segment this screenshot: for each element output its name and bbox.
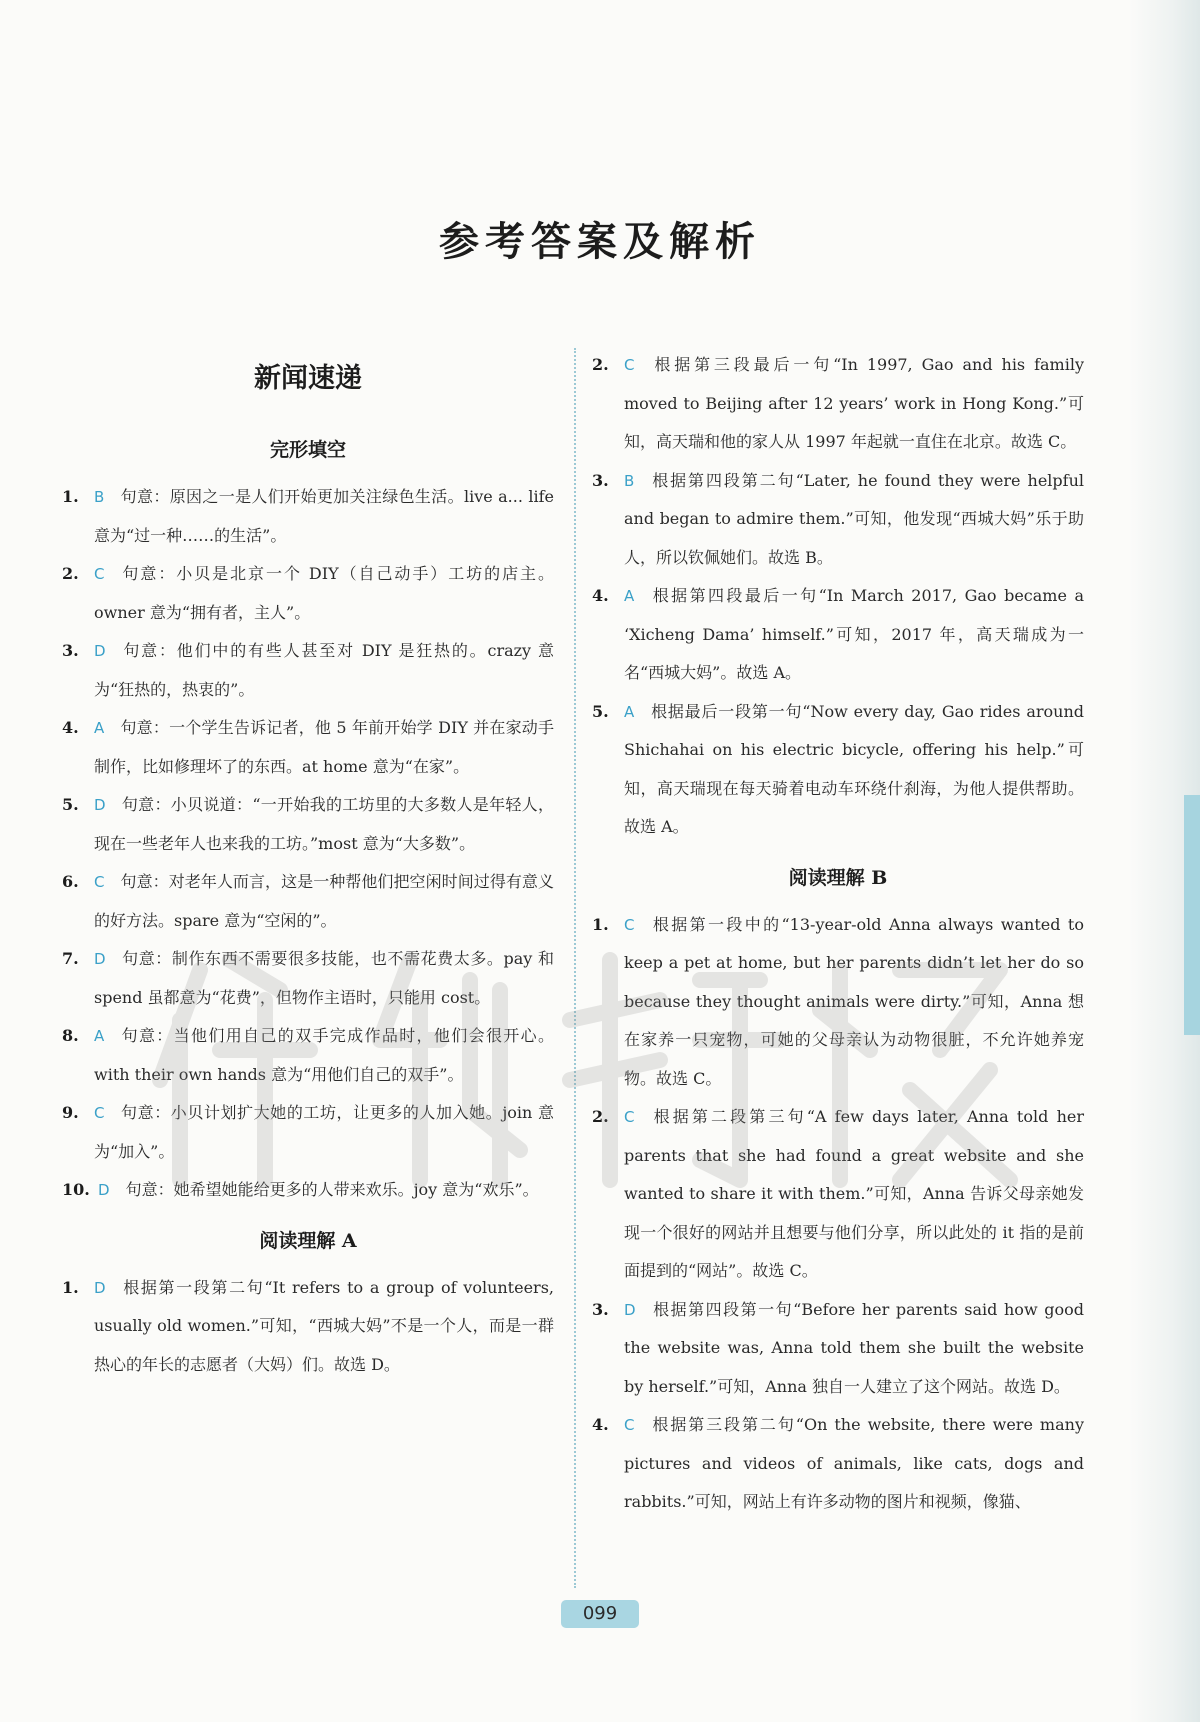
answer-letter: A [624, 587, 635, 605]
page-number: 099 [561, 1600, 639, 1628]
item-number: 1. [62, 487, 79, 506]
answer-letter: D [94, 796, 106, 814]
explanation-text: 根据第一段中的“13-year-old Anna always wanted to keep a pet at home, but her parents didn’t let her do so because they thought animals were dirty.”可知，Anna 想在家养一只宠物，可她的父母亲认为动物很脏，不允许她养宠物。故选 C。 [624, 914, 1084, 1088]
explanation-text: 根据第二段第三句“A few days later, Anna told her parents that she had found a great website and she wanted to share it with them.”可知，Anna 告诉父母亲她发现一个很好的网站并且想要与他们分享，所以此处的 it 指的是前面提到的“网站”。故选 C。 [624, 1107, 1084, 1280]
item-number: 3. [592, 470, 609, 490]
answer-letter: D [94, 1278, 106, 1297]
answer-letter: C [624, 915, 635, 934]
item-number: 2. [62, 564, 79, 583]
explanation-text: 句意：她希望她能给更多的人带来欢乐。joy 意为“欢乐”。 [125, 1180, 539, 1199]
explanation-text: 句意：对老年人而言，这是一种帮他们把空闲时间过得有意义的好方法。spare 意为“空闲的”。 [94, 872, 554, 930]
item-number: 10. [62, 1180, 90, 1199]
explanation-text: 句意：小贝计划扩大她的工坊，让更多的人加入她。join 意为“加入”。 [94, 1103, 554, 1161]
answer-letter: C [94, 873, 105, 891]
watermark-graphic [140, 850, 1040, 1210]
cloze-item [62, 555, 554, 632]
item-number: 4. [62, 718, 79, 737]
explanation-text: 根据最后一段第一句“Now every day, Gao rides around Shichahai on his electric bicycle, offering his help.”可知，高天瑞现在每天骑着电动车环绕什刹海，为他人提供帮助。故选 A。 [624, 701, 1084, 836]
reading-b-item [592, 1291, 1084, 1407]
item-number: 4. [592, 1415, 609, 1434]
explanation-text: 句意：当他们用自己的双手完成作品时，他们会很开心。with their own hands 意为“用他们自己的双手”。 [94, 1026, 554, 1084]
reading-b-title: 阅读理解 B [788, 866, 888, 889]
reading-a-item [592, 346, 1084, 462]
item-number: 5. [592, 701, 609, 721]
item-number: 6. [62, 872, 79, 891]
answer-letter: B [94, 488, 105, 506]
explanation-text: 句意：制作东西不需要很多技能，也不需花费太多。pay 和 spend 虽都意为“花费”，但物作主语时，只能用 cost。 [94, 949, 554, 1007]
answer-letter: B [624, 471, 635, 490]
cloze-item [62, 478, 554, 555]
item-number: 1. [592, 914, 609, 934]
answer-letter: C [624, 356, 635, 374]
cloze-item [62, 709, 554, 786]
reading-b-item [592, 1406, 1084, 1522]
answer-letter: C [94, 565, 105, 583]
explanation-text: 句意：一个学生告诉记者，他 5 年前开始学 DIY 并在家动手制作，比如修理坏了的东西。at home 意为“在家”。 [94, 718, 554, 776]
reading-a-item [592, 693, 1084, 847]
answer-letter: C [94, 1104, 105, 1122]
item-number: 3. [592, 1299, 609, 1319]
answer-letter: D [624, 1300, 636, 1319]
reading-a-item [592, 577, 1084, 693]
explanation-text: 根据第三段最后一句“In 1997, Gao and his family moved to Beijing after 12 years’ work in Hong Kong.”可知，高天瑞和他的家人从 1997 年起就一直住在北京。故选 C。 [624, 355, 1084, 451]
reading-a-item [62, 1269, 554, 1385]
item-number: 5. [62, 795, 79, 814]
answer-letter: C [624, 1416, 635, 1434]
explanation-text: 句意：原因之一是人们开始更加关注绿色生活。live a... life 意为“过一种……的生活”。 [94, 487, 554, 545]
answer-letter: A [94, 719, 105, 737]
explanation-text: 根据第四段第二句“Later, he found they were helpful and began to admire them.”可知，他发现“西城大妈”乐于助人，所以钦佩她们。故选 B。 [624, 470, 1084, 567]
item-number: 1. [62, 1277, 79, 1297]
explanation-text: 根据第一段第二句“It refers to a group of volunteers, usually old women.”可知，“西城大妈”不是一个人，而是一群热心的年长的志愿者（大妈）们。故选 D。 [94, 1277, 554, 1374]
explanation-text: 根据第四段第一句“Before her parents said how good the website was, Anna told them she built the website by herself.”可知，Anna 独自一人建立了这个网站。故选 D。 [624, 1299, 1084, 1396]
explanation-text: 句意：小贝是北京一个 DIY（自己动手）工坊的店主。owner 意为“拥有者，主人”。 [94, 564, 554, 622]
reading-a-title: 阅读理解 A [259, 1229, 357, 1252]
explanation-text: 句意：小贝说道：“一开始我的工坊里的大多数人是年轻人，现在一些老年人也来我的工坊。”most 意为“大多数”。 [94, 795, 554, 853]
answer-letter: A [624, 702, 635, 721]
answer-letter: D [98, 1181, 110, 1199]
section-title: 新闻速递 [254, 363, 362, 394]
page-edge-tab [1184, 795, 1200, 1035]
answer-letter: A [94, 1027, 105, 1045]
explanation-text: 根据第三段第二句“On the website, there were many pictures and videos of animals, like cats, dogs and rabbits.”可知，网站上有许多动物的图片和视频，像猫、 [624, 1415, 1084, 1511]
page-title: 参考答案及解析 [439, 218, 761, 265]
reading-a-list [62, 1269, 554, 1385]
item-number: 8. [62, 1026, 79, 1045]
explanation-text: 根据第四段最后一句“In March 2017, Gao became a ‘Xicheng Dama’ himself.”可知，2017 年，高天瑞成为一名“西城大妈”。故选 A。 [624, 586, 1084, 682]
item-number: 2. [592, 355, 609, 374]
cloze-title: 完形填空 [269, 439, 346, 461]
item-number: 3. [62, 641, 79, 660]
answer-letter: D [94, 950, 106, 968]
item-number: 9. [62, 1103, 79, 1122]
item-number: 2. [592, 1107, 609, 1126]
answer-letter: C [624, 1108, 635, 1126]
explanation-text: 句意：他们中的有些人甚至对 DIY 是狂热的。crazy 意为“狂热的，热衷的”。 [94, 641, 554, 699]
answer-letter: D [94, 642, 106, 660]
reading-a-item [592, 462, 1084, 578]
item-number: 7. [62, 949, 79, 968]
reading-a-list-continued [592, 346, 1084, 847]
item-number: 4. [592, 586, 609, 605]
cloze-item [62, 632, 554, 709]
